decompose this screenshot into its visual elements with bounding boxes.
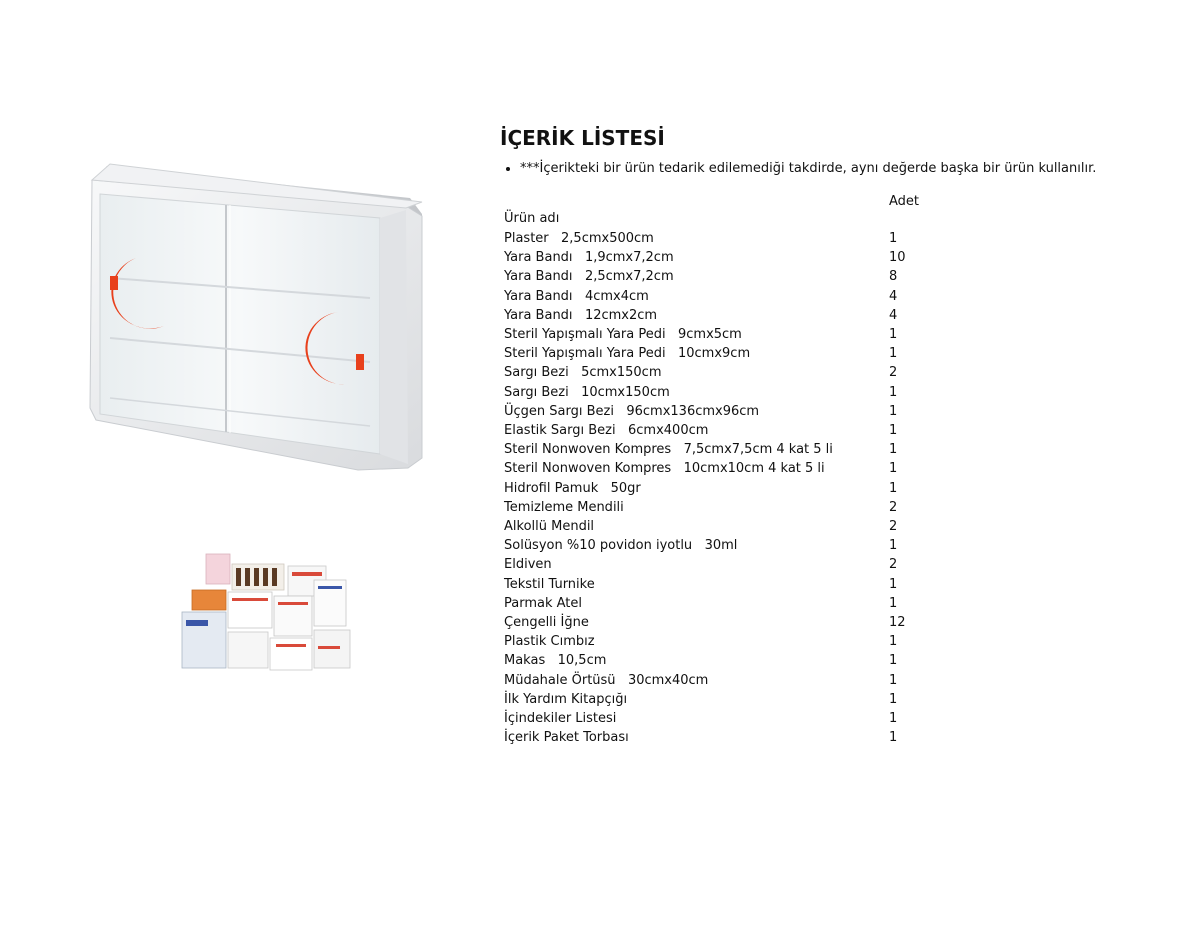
table-row: [500, 421, 973, 440]
quantity-cell: 2: [889, 499, 898, 515]
quantity-cell: 2: [889, 557, 898, 573]
table-row: [500, 306, 973, 325]
product-name-cell: Steril Yapışmalı Yara Pedi 9cmx5cm: [504, 327, 742, 343]
table-body: [500, 227, 973, 747]
product-name-cell: Çengelli İğne: [504, 615, 589, 631]
table-row: [500, 690, 973, 709]
product-name-cell: Yara Bandı 12cmx2cm: [504, 307, 658, 323]
quantity-cell: 1: [889, 730, 898, 746]
table-row: [500, 709, 973, 728]
product-name-cell: Plastik Cımbız: [504, 634, 595, 650]
quantity-cell: 1: [889, 403, 898, 419]
notes-list: [500, 160, 1160, 178]
table-row: [500, 555, 973, 574]
product-name-cell: Temizleme Mendili: [504, 499, 624, 515]
table-row: [500, 517, 973, 536]
product-name-cell: Plaster 2,5cmx500cm: [504, 231, 654, 246]
table-row: [500, 227, 973, 248]
product-name-cell: Eldiven: [504, 557, 552, 573]
table-row: [500, 671, 973, 690]
table-row: [500, 498, 973, 517]
quantity-cell: 1: [889, 384, 898, 400]
product-name-cell: Yara Bandı 4cmx4cm: [504, 288, 649, 304]
content-list-section: [500, 124, 1160, 747]
quantity-cell: 8: [889, 269, 898, 285]
product-name-cell: Alkollü Mendil: [504, 519, 595, 535]
quantity-cell: 1: [889, 691, 898, 707]
quantity-cell: 1: [889, 634, 898, 650]
product-name-cell: Makas 10,5cm: [504, 653, 607, 669]
product-name-cell: Üçgen Sargı Bezi 96cmx136cmx96cm: [504, 403, 760, 419]
table-row: [500, 728, 973, 747]
list-item: • ***İçerikteki bir ürün tedarik edilemediği takdirde, aynı değerde başka bir ürün kullanılır.: [520, 160, 1160, 178]
table-row: [500, 440, 973, 459]
product-name-cell: Steril Nonwoven Kompres 7,5cmx7,5cm 4 kat 5 li: [504, 442, 833, 458]
first-aid-kit-contents-image: [172, 550, 354, 674]
product-name-cell: Sargı Bezi 5cmx150cm: [504, 365, 662, 381]
product-name-cell: Sargı Bezi 10cmx150cm: [504, 384, 670, 400]
product-name-cell: Steril Yapışmalı Yara Pedi 10cmx9cm: [504, 346, 751, 362]
quantity-cell: 1: [889, 442, 898, 458]
table-row: [500, 344, 973, 363]
quantity-cell: 1: [889, 327, 898, 343]
product-name-cell: İçindekiler Listesi: [504, 711, 617, 727]
table-row: [500, 287, 973, 306]
product-name-cell: İçerik Paket Torbası: [504, 730, 629, 746]
table-row: [500, 363, 973, 382]
product-images: [0, 0, 470, 925]
product-name-cell: Steril Nonwoven Kompres 10cmx10cm 4 kat 5 li: [504, 461, 825, 477]
table-row: [500, 383, 973, 402]
quantity-cell: 1: [889, 653, 898, 669]
table-row: [500, 402, 973, 421]
table-row: [500, 575, 973, 594]
column-header-quantity: Adet: [889, 194, 920, 209]
first-aid-cabinet-image: [88, 158, 428, 474]
quantity-cell: 1: [889, 461, 898, 477]
product-name-cell: Yara Bandı 2,5cmx7,2cm: [504, 269, 674, 285]
quantity-cell: 1: [889, 595, 898, 611]
table-header-row: [500, 194, 973, 227]
table-row: [500, 267, 973, 286]
contents-table: [500, 194, 973, 747]
page-title: İÇERİK LİSTESİ: [500, 126, 665, 150]
table-row: [500, 325, 973, 344]
product-name-cell: Yara Bandı 1,9cmx7,2cm: [504, 250, 674, 266]
quantity-cell: 1: [889, 346, 898, 362]
quantity-cell: 12: [889, 615, 906, 631]
quantity-cell: 1: [889, 538, 898, 554]
quantity-cell: 1: [889, 231, 898, 246]
quantity-cell: 1: [889, 711, 898, 727]
table-row: [500, 594, 973, 613]
quantity-cell: 1: [889, 672, 898, 688]
table-row: [500, 536, 973, 555]
quantity-cell: 2: [889, 365, 898, 381]
table-row: [500, 248, 973, 267]
column-header-product-name: Ürün adı: [504, 211, 560, 226]
table-row: [500, 632, 973, 651]
product-name-cell: Elastik Sargı Bezi 6cmx400cm: [504, 423, 709, 439]
table-row: [500, 459, 973, 478]
quantity-cell: 2: [889, 519, 898, 535]
quantity-cell: 1: [889, 480, 898, 496]
product-name-cell: Hidrofil Pamuk 50gr: [504, 480, 641, 496]
table-row: [500, 479, 973, 498]
product-name-cell: Solüsyon %10 povidon iyotlu 30ml: [504, 538, 738, 554]
product-name-cell: Müdahale Örtüsü 30cmx40cm: [504, 672, 709, 688]
quantity-cell: 1: [889, 423, 898, 439]
quantity-cell: 10: [889, 250, 906, 266]
product-name-cell: Parmak Atel: [504, 595, 582, 611]
table-row: [500, 651, 973, 670]
table-row: [500, 613, 973, 632]
quantity-cell: 4: [889, 288, 898, 304]
quantity-cell: 1: [889, 576, 898, 592]
product-name-cell: Tekstil Turnike: [504, 576, 595, 592]
product-name-cell: İlk Yardım Kitapçığı: [504, 691, 628, 707]
quantity-cell: 4: [889, 307, 898, 323]
